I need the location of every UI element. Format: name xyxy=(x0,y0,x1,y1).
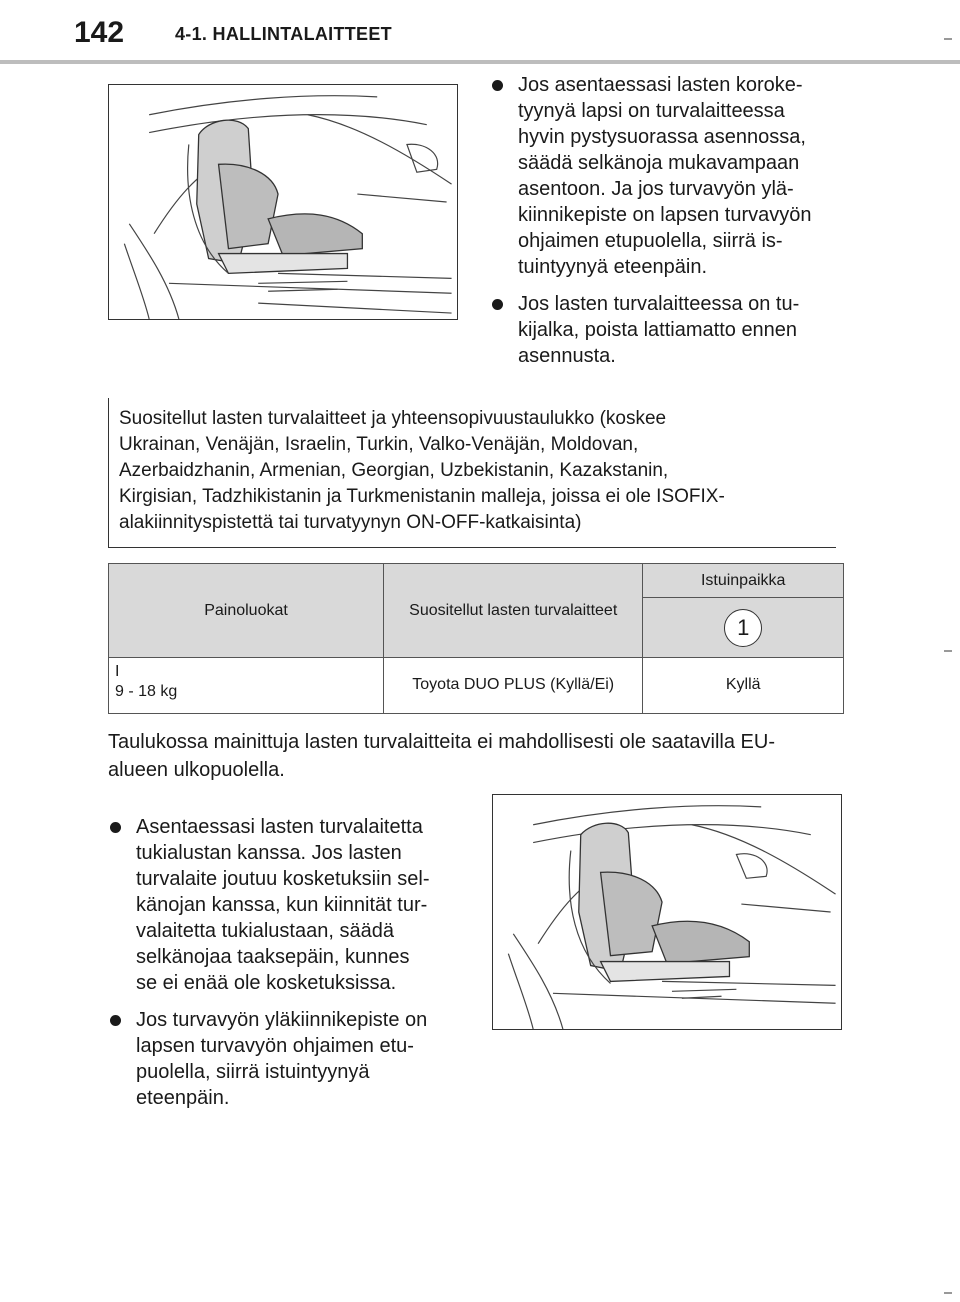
bullet-text: Jos asentaessasi lasten koroke- tyynyä lapsi on turvalaitteessa hyvin pystysuorassa asennossa, säädä selkänoja mukavampaan asentoon. Ja jos turvavyön ylä- kiinnikepiste on lapsen turvavyön ohjaimen etupuolella, siirrä is- tuintyynyä eteenpäin. xyxy=(518,74,812,278)
top-bullet-list xyxy=(490,72,850,380)
weight-cell xyxy=(109,658,384,714)
child-seat-support-leg-drawing xyxy=(493,795,841,1029)
bullet-icon xyxy=(110,822,121,833)
page-number: 142 xyxy=(74,16,125,49)
applicability-box xyxy=(108,398,836,548)
bullet-text: Asentaessasi lasten turvalaitetta tukialustan kanssa. Jos lasten turvalaite joutuu kosketuksiin sel- känojan kanssa, kun kiinnität tur- valaitetta tukialustaan, säädä selkänojaa taaksepäin, kunnes se ei enää ole kosketuksissa. xyxy=(136,816,430,994)
page-header xyxy=(0,0,960,64)
seat-number-badge: 1 xyxy=(724,609,762,647)
edge-mark xyxy=(944,650,952,652)
col-header-seat: Istuinpaikka xyxy=(643,564,844,598)
applicability-text: Suositellut lasten turvalaitteet ja yhteensopivuustaulukko (koskee Ukrainan, Venäjän, Israelin, Turkin, Valko-Venäjän, Moldovan, Azerbaidzhanin, Armenian, Georgian, Uzbekistanin, Kazakstanin, Kirgisian, Tadzhikistanin ja Turkmenistanin malleja, joissa ei ole ISOFIX- alakiinnityspistettä tai turvatyynyn ON-OFF-katkaisinta) xyxy=(119,408,725,533)
child-seat-illustration-bottom xyxy=(492,794,842,1030)
weight-class: I xyxy=(115,663,120,680)
bullet-text: Jos turvavyön yläkiinnikepiste on lapsen turvavyön ohjaimen etu- puolella, siirrä istuintyynyä eteenpäin. xyxy=(136,1009,428,1109)
col-header-weight: Painoluokat xyxy=(109,564,384,658)
bullet-item xyxy=(108,814,468,996)
edge-mark xyxy=(944,38,952,40)
bullet-item xyxy=(490,72,850,280)
col-header-device: Suositellut lasten turvalaitteet xyxy=(384,564,643,658)
child-seat-illustration-top xyxy=(108,84,458,320)
header-rule xyxy=(0,60,960,64)
bullet-icon xyxy=(492,299,503,310)
bullet-text: Jos lasten turvalaitteessa on tu- kijalka, poista lattiamatto ennen asennusta. xyxy=(518,293,800,367)
availability-note: Taulukossa mainittuja lasten turvalaitteita ei mahdollisesti ole saatavilla EU- alueen ulkopuolella. xyxy=(108,731,775,781)
edge-mark xyxy=(944,1292,952,1294)
weight-range: 9 - 18 kg xyxy=(115,683,178,700)
device-cell: Toyota DUO PLUS (Kyllä/Ei) xyxy=(384,658,643,714)
bullet-item xyxy=(490,291,850,369)
child-seat-drawing xyxy=(109,85,457,319)
bullet-icon xyxy=(110,1015,121,1026)
seat-position-cell xyxy=(643,598,844,658)
section-title: 4-1. HALLINTALAITTEET xyxy=(175,24,392,44)
table-row xyxy=(109,658,844,714)
bullet-item xyxy=(108,1007,468,1111)
seat-value-cell: Kyllä xyxy=(643,658,844,714)
compatibility-table xyxy=(108,563,844,714)
bottom-bullet-list xyxy=(108,814,468,1122)
bullet-icon xyxy=(492,80,503,91)
